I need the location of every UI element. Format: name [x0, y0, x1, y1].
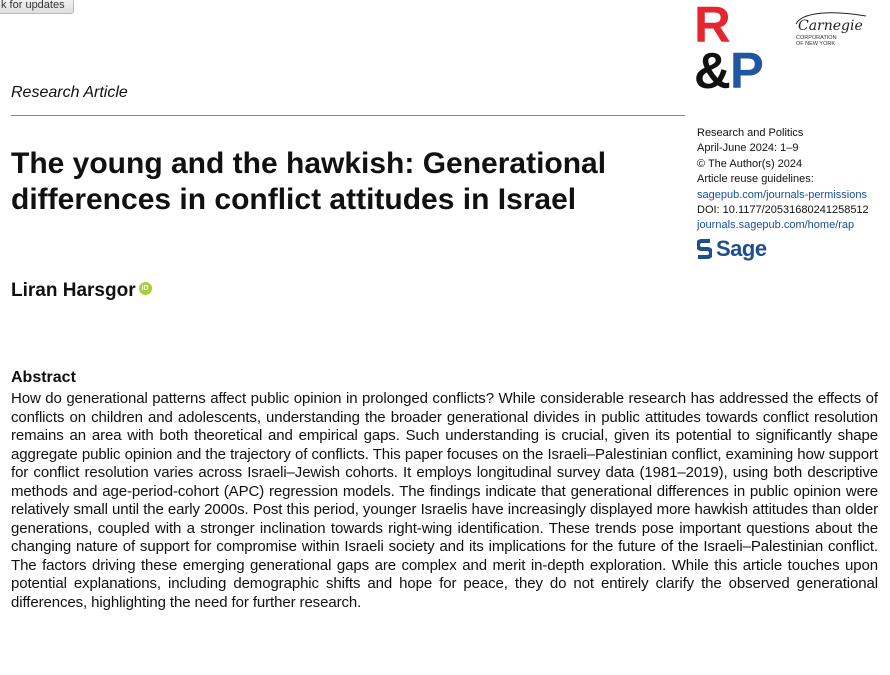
reuse-guidelines-label: Article reuse guidelines:	[697, 173, 814, 186]
article-type-label: Research Article	[11, 84, 128, 101]
abstract-heading: Abstract	[11, 369, 76, 386]
logo-letter-p: P	[729, 42, 763, 99]
sage-wordmark: Sage	[716, 236, 767, 261]
sage-logo	[697, 236, 767, 262]
research-and-politics-logo	[694, 2, 786, 102]
orcid-icon[interactable]: iD	[139, 282, 152, 295]
copyright-line: © The Author(s) 2024	[697, 157, 803, 170]
carnegie-corporation-logo	[792, 8, 870, 48]
article-title: The young and the hawkish: Generational differences in conflict attitudes in Israel	[11, 147, 607, 216]
journal-home-link[interactable]: journals.sagepub.com/home/rap	[697, 219, 855, 232]
svg-text:Carnegie: Carnegie	[798, 18, 863, 34]
logo-letter-r: R	[694, 0, 730, 53]
author-byline	[11, 280, 152, 302]
doi-line: DOI: 10.1177/20531680241258512	[697, 204, 869, 217]
svg-text:OF NEW YORK: OF NEW YORK	[796, 41, 836, 47]
check-for-updates-button[interactable]: k for updates	[0, 0, 74, 14]
sage-s-icon	[697, 238, 712, 260]
svg-text:CORPORATION: CORPORATION	[796, 35, 837, 41]
journal-name: Research and Politics	[697, 127, 804, 139]
header-divider	[11, 115, 685, 116]
author-name[interactable]: Liran Harsgor	[11, 280, 136, 301]
abstract-body: How do generational patterns affect public opinion in prolonged conflicts? While considerable research has addressed the effects of conflicts on children and adolescents, understanding the broader generational divides in public attitudes towards conflict resolution remains an area with both theoretical and empirical gaps. Such understanding is crucial, given its potential to significantly shape aggregate public opinion and the trajectory of conflicts. This paper focuses on the Israeli–Palestinian conflict, examining how support for conflict resolution varies across Israeli–Jewish cohorts. It employs longitudinal survey data (1981–2019), using both descriptive methods and age-period-cohort (APC) regression models. The findings indicate that generational differences in public opinion were relatively small until the early 2000s. Post this period, younger Israelis have increasingly displayed more hawkish attitudes than older generations, coupled with a stronger inclination towards right-wing identification. These trends pose important questions about the changing nature of support for compromise within Israeli society and its implications for the future of the Israeli–Palestinian conflict. The factors driving these emerging generational gaps are complex and merit in-depth exploration. While this article touches upon potential explanations, including demographic shifts and hope for peace, they do not entirely clarify the observed generational differences, highlighting the need for further research.	[11, 390, 878, 611]
journal-info	[697, 126, 887, 234]
permissions-link[interactable]: sagepub.com/journals-permissions	[697, 188, 867, 201]
journal-issue: April-June 2024: 1–9	[697, 142, 799, 155]
logo-ampersand: &	[694, 42, 730, 99]
